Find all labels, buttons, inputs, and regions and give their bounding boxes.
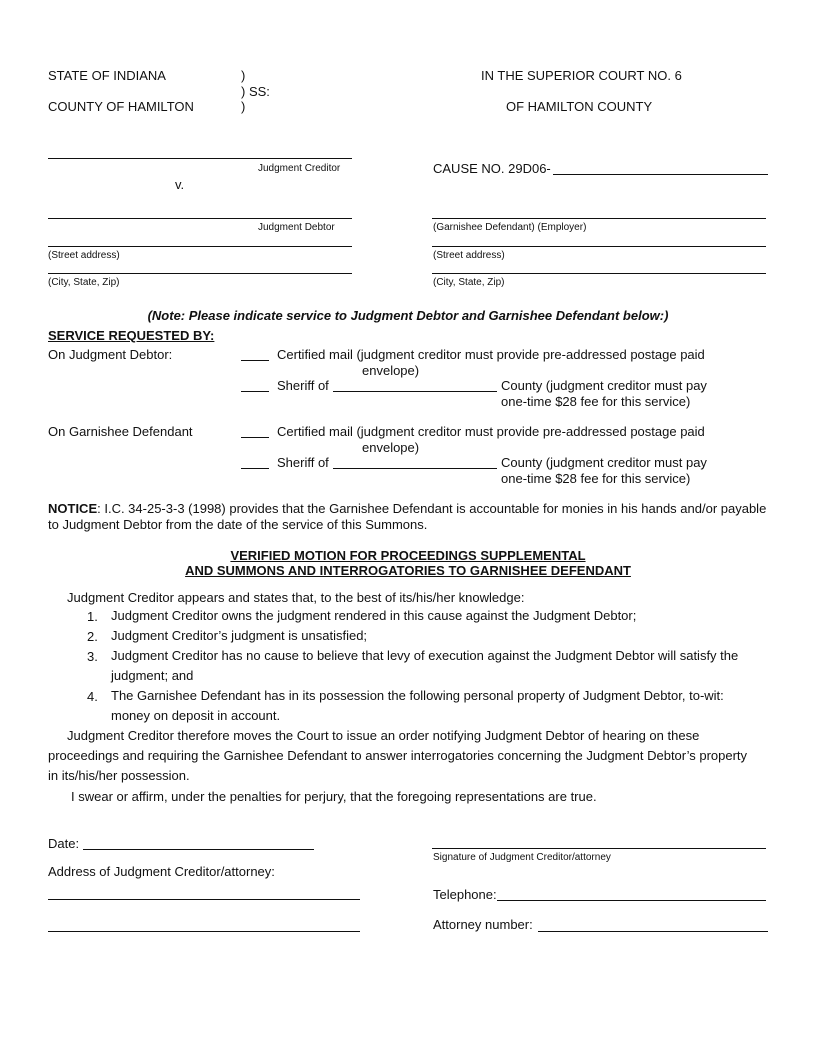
cause-no-line[interactable] — [553, 174, 768, 175]
address-line-1[interactable] — [48, 899, 360, 900]
debtor-certified-text: Certified mail (judgment creditor must provide pre-addressed postage paid — [277, 347, 705, 362]
garnishee-city-line[interactable] — [432, 273, 766, 274]
debtor-fee-text: one-time $28 fee for this service) — [501, 394, 691, 409]
garnishee-certified-text: Certified mail (judgment creditor must provide pre-addressed postage paid — [277, 424, 705, 439]
debtor-sheriff-label: Sheriff of — [277, 378, 329, 393]
motion-intro: Judgment Creditor appears and states that, to the best of its/his/her knowledge: — [67, 590, 525, 605]
debtor-sheriff-checkbox[interactable] — [241, 391, 269, 392]
garnishee-line[interactable] — [432, 218, 766, 219]
debtor-street-line[interactable] — [48, 246, 352, 247]
on-debtor-label: On Judgment Debtor: — [48, 347, 173, 362]
garnishee-city-label: (City, State, Zip) — [433, 277, 505, 288]
signature-line[interactable] — [432, 848, 766, 849]
garnishee-sheriff-checkbox[interactable] — [241, 468, 269, 469]
signature-label: Signature of Judgment Creditor/attorney — [433, 852, 611, 863]
attorney-number-line[interactable] — [538, 931, 768, 932]
garnishee-street-label: (Street address) — [433, 250, 505, 261]
judgment-debtor-line[interactable] — [48, 218, 352, 219]
on-garnishee-label: On Garnishee Defendant — [48, 424, 193, 439]
item-number: 3. — [87, 649, 98, 664]
motion-title-line-2: AND SUMMONS AND INTERROGATORIES TO GARNISHEE DEFENDANT — [185, 563, 631, 578]
caption-paren-1: ) — [241, 68, 246, 83]
county-label: COUNTY OF HAMILTON — [48, 99, 194, 114]
garnishee-fee-text: one-time $28 fee for this service) — [501, 471, 691, 486]
address-line-2[interactable] — [48, 931, 360, 932]
garnishee-sheriff-county-line[interactable] — [333, 468, 497, 469]
motion-oath: I swear or affirm, under the penalties for perjury, that the foregoing representations are true. — [71, 789, 597, 804]
motion-title-line-1: VERIFIED MOTION FOR PROCEEDINGS SUPPLEMENTAL — [230, 548, 586, 563]
debtor-sheriff-county-line[interactable] — [333, 391, 497, 392]
debtor-city-label: (City, State, Zip) — [48, 277, 120, 288]
judgment-debtor-label: Judgment Debtor — [258, 222, 335, 233]
attorney-number-label: Attorney number: — [433, 917, 533, 932]
debtor-street-label: (Street address) — [48, 250, 120, 261]
caption-ss: ) SS: — [241, 84, 270, 99]
debtor-certified-checkbox[interactable] — [241, 360, 269, 361]
list-item: The Garnishee Defendant has in its possession the following personal property of Judgment Debtor, to-wit: money on deposit in account. — [111, 688, 724, 723]
garnishee-label: (Garnishee Defendant) (Employer) — [433, 222, 587, 233]
list-item: Judgment Creditor’s judgment is unsatisfied; — [111, 628, 368, 643]
state-label: STATE OF INDIANA — [48, 68, 166, 83]
telephone-label: Telephone: — [433, 887, 497, 902]
list-item: Judgment Creditor owns the judgment rendered in this cause against the Judgment Debtor; — [111, 608, 637, 623]
date-label: Date: — [48, 836, 80, 851]
garnishee-county-pay-text: County (judgment creditor must pay — [501, 455, 707, 470]
court-county: OF HAMILTON COUNTY — [506, 99, 653, 114]
notice-label: NOTICE — [48, 501, 98, 516]
garnishee-certified-checkbox[interactable] — [241, 437, 269, 438]
cause-no-label: CAUSE NO. 29D06- — [433, 161, 551, 176]
judgment-creditor-label: Judgment Creditor — [258, 163, 341, 174]
debtor-county-pay-text: County (judgment creditor must pay — [501, 378, 707, 393]
garnishee-envelope-text: envelope) — [362, 440, 420, 455]
court-name: IN THE SUPERIOR COURT NO. 6 — [481, 68, 682, 83]
list-item: Judgment Creditor has no cause to believe that levy of execution against the Judgment Debtor will satisfy the judgment; and — [111, 648, 739, 683]
item-number: 2. — [87, 629, 98, 644]
date-line[interactable] — [83, 849, 314, 850]
garnishee-street-line[interactable] — [432, 246, 766, 247]
service-heading: SERVICE REQUESTED BY: — [48, 328, 215, 343]
notice-paragraph — [48, 501, 768, 533]
address-label: Address of Judgment Creditor/attorney: — [48, 864, 275, 879]
debtor-envelope-text: envelope) — [362, 363, 420, 378]
motion-request: Judgment Creditor therefore moves the Court to issue an order notifying Judgment Debtor of hearing on these proceedings and requiring the Garnishee Defendant to answer interrogatories concerning the Judgment Debtor’s property in its/his/her possession. — [48, 728, 748, 783]
telephone-line[interactable] — [497, 900, 766, 901]
caption-paren-2: ) — [241, 99, 246, 114]
judgment-creditor-line[interactable] — [48, 158, 352, 159]
versus-label: v. — [175, 177, 185, 192]
notice-text: : I.C. 34-25-3-3 (1998) provides that the Garnishee Defendant is accountable for monies in his hands and/or payable to Judgment Debtor from the date of the service of this Summons. — [48, 501, 767, 532]
debtor-city-line[interactable] — [48, 273, 352, 274]
garnishee-sheriff-label: Sheriff of — [277, 455, 329, 470]
item-number: 4. — [87, 689, 98, 704]
service-note: (Note: Please indicate service to Judgment Debtor and Garnishee Defendant below:) — [147, 308, 669, 323]
item-number: 1. — [87, 609, 98, 624]
